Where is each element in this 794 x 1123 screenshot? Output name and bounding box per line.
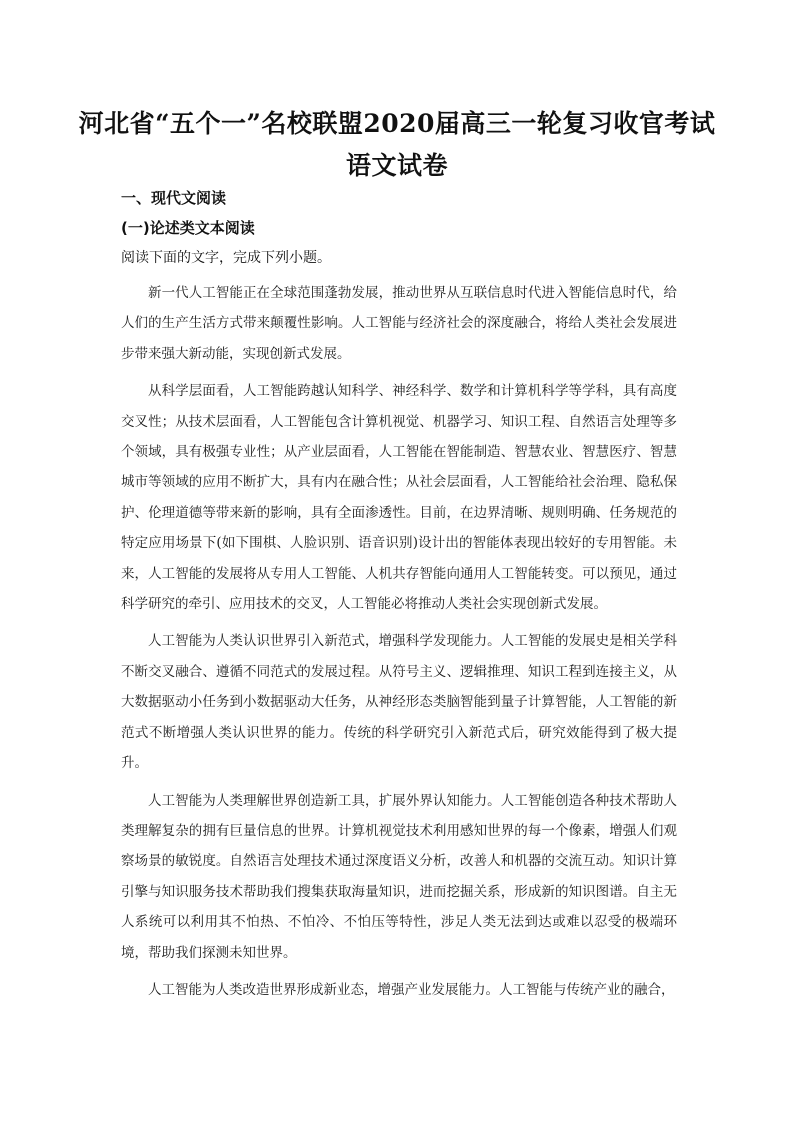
exam-title: 河北省“五个一”名校联盟2020届高三一轮复习收官考试 <box>78 109 716 138</box>
subsection-heading: (一)论述类文本阅读 <box>121 219 255 237</box>
reading-passage <box>121 278 677 1012</box>
passage-paragraph-1: 新一代人工智能正在全球范围蓬勃发展，推动世界从互联信息时代进入智能信息时代，给人们的生产生活方式带来颠覆性影响。人工智能与经济社会的深度融合，将给人类社会发展进步带来强大新动能，实现创新式发展。 <box>121 285 677 362</box>
reading-instruction: 阅读下面的文字，完成下列小题。 <box>121 250 331 266</box>
passage-paragraph-2: 从科学层面看，人工智能跨越认知科学、神经科学、数学和计算机科学等学科，具有高度交叉性；从技术层面看，人工智能包含计算机视觉、机器学习、知识工程、自然语言处理等多个领域，具有极强专业性；从产业层面看，人工智能在智能制造、智慧农业、智慧医疗、智慧城市等领域的应用不断扩大，具有内在融合性；从社会层面看，人工智能给社会治理、隐私保护、伦理道德等带来新的影响，具有全面渗透性。目前，在边界清晰、规则明确、任务规范的特定应用场景下(如下围棋、人脸识别、语音识别)设计出的智能体表现出较好的专用智能。未来，人工智能的发展将从专用人工智能、人机共存智能向通用人工智能转变。可以预见，通过科学研究的牵引、应用技术的交叉，人工智能必将推动人类社会实现创新式发展。 <box>121 383 677 613</box>
passage-paragraph-4: 人工智能为人类理解世界创造新工具，扩展外界认知能力。人工智能创造各种技术帮助人类理解复杂的拥有巨量信息的世界。计算机视觉技术利用感知世界的每一个像素，增强人们观察场景的敏锐度。自然语言处理技术通过深度语义分析，改善人和机器的交流互动。知识计算引擎与知识服务技术帮助我们搜集获取海量知识，进而挖掘关系，形成新的知识图谱。自主无人系统可以利用其不怕热、不怕冷、不怕压等特性，涉足人类无法到达或难以忍受的极端环境，帮助我们探测未知世界。 <box>121 792 677 961</box>
passage-paragraph-3: 人工智能为人类认识世界引入新范式，增强科学发现能力。人工智能的发展史是相关学科不断交叉融合、遵循不同范式的发展过程。从符号主义、逻辑推理、知识工程到连接主义，从大数据驱动小任务到小数据驱动大任务，从神经形态类脑智能到量子计算智能，人工智能的新范式不断增强人类认识世界的能力。传统的科学研究引入新范式后，研究效能得到了极大提升。 <box>121 633 677 772</box>
section-heading: 一、现代文阅读 <box>121 189 227 207</box>
exam-subtitle: 语文试卷 <box>345 151 448 180</box>
passage-paragraph-5: 人工智能为人类改造世界形成新业态，增强产业发展能力。人工智能与传统产业的融合， <box>148 981 675 998</box>
